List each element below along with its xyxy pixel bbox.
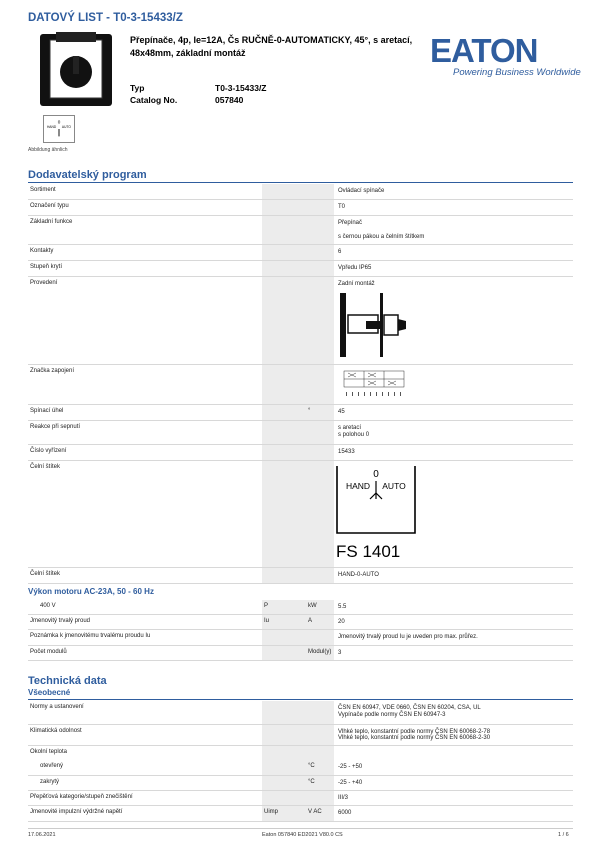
table-row: Klimatická odolnost Vlhké teplo, konstantní podle normy ČSN EN 60068-2-78 Vlhké teplo, konstantní podle normy ČSN EN 60068-2-30 [28,725,573,746]
table-row: s černou pákou a čelním štítkem [28,230,573,245]
svg-text:FS 1401: FS 1401 [336,542,401,561]
section-title-technical: Technická data [28,675,107,687]
table-row: Přepěťová kategorie/stupeň znečištění III/3 [28,791,573,806]
divider [28,699,573,700]
svg-text:EATON: EATON [430,34,538,66]
section-title-supply: Dodavatelský program [28,169,147,181]
product-description: Přepínače, 4p, Ie=12A, Čs RUČNĚ-0-AUTOMATICKY, 45°, s aretací, 48x48mm, základní montáž [130,35,413,58]
divider [28,182,573,183]
motor-subtitle: Výkon motoru AC-23A, 50 - 60 Hz [28,587,154,596]
catalog-label: Catalog No. [130,95,178,105]
page-title: DATOVÝ LIST - T0-3-15433/Z [28,12,183,24]
table-row: Označení typu T0 [28,200,573,216]
product-image [36,30,116,110]
table-row: Kontakty 6 [28,245,573,261]
table-row: Sortiment Ovládací spínače [28,184,573,200]
table-row: Čelní štítek 0 HAND AUTO FS 1401 [28,461,573,568]
table-row: zakrytý °C -25 - +40 [28,776,573,791]
table-row: Provedení Zadní montáž [28,277,573,365]
eaton-logo [430,34,540,66]
table-row: Počet modulů Modul(y) 3 [28,646,573,661]
table-row: Číslo vyřízení 15433 [28,445,573,461]
table-row: Normy a ustanovení ČSN EN 60947, VDE 0660, ČSN EN 60204, CSA, UL Vypínače podle normy ČSN EN 60947-3 [28,701,573,725]
type-value: T0-3-15433/Z [215,83,267,93]
table-row: Stupeň krytí Vpředu IP65 [28,261,573,277]
svg-text:AUTO: AUTO [61,125,71,130]
mounting-diagram [340,291,420,359]
image-caption: Abbildung ähnlich [28,147,68,153]
type-label: Typ [130,83,145,93]
table-row: Jmenovitý trvalý proud Iu A 20 [28,615,573,630]
tagline: Powering Business Worldwide [453,67,581,78]
catalog-value: 057840 [215,95,244,105]
footer-page: 1 / 6 [558,832,569,838]
footer-doc-id: Eaton 057840 ED2021 V80.0 CS [262,832,343,838]
table-row: otevřený °C -25 - +50 [28,760,573,776]
switch-symbol-image [43,115,75,143]
wiring-diagram [336,368,408,402]
svg-text:AUTO: AUTO [382,481,406,491]
table-row: Základní funkce Přepínač [28,216,573,230]
table-row: 400 V P kW 5.5 [28,600,573,615]
table-row: Jmenovité impulzní výdržné napětí Uimp V AC 6000 [28,806,573,822]
table-row: Spínací úhel ° 45 [28,405,573,421]
table-row: Okolní teplota [28,746,573,760]
svg-text:HAND: HAND [46,125,57,130]
svg-text:0: 0 [373,469,379,480]
table-row: Reakce při sepnutí s aretací s polohou 0 [28,421,573,445]
svg-text:HAND: HAND [345,481,371,491]
table-row: Čelní štítek HAND-0-AUTO [28,568,573,584]
footer-date: 17.06.2021 [28,832,56,838]
svg-text:0: 0 [57,119,61,125]
general-subtitle: Všeobecné [28,688,71,697]
table-row: Poznámka k jmenovitému trvalému proudu Iu Jmenovitý trvalý proud Iu je uveden pro max. průřez. [28,630,573,646]
table-row: Značka zapojení [28,365,573,405]
front-plate-image [336,465,416,565]
footer-divider [28,828,573,829]
